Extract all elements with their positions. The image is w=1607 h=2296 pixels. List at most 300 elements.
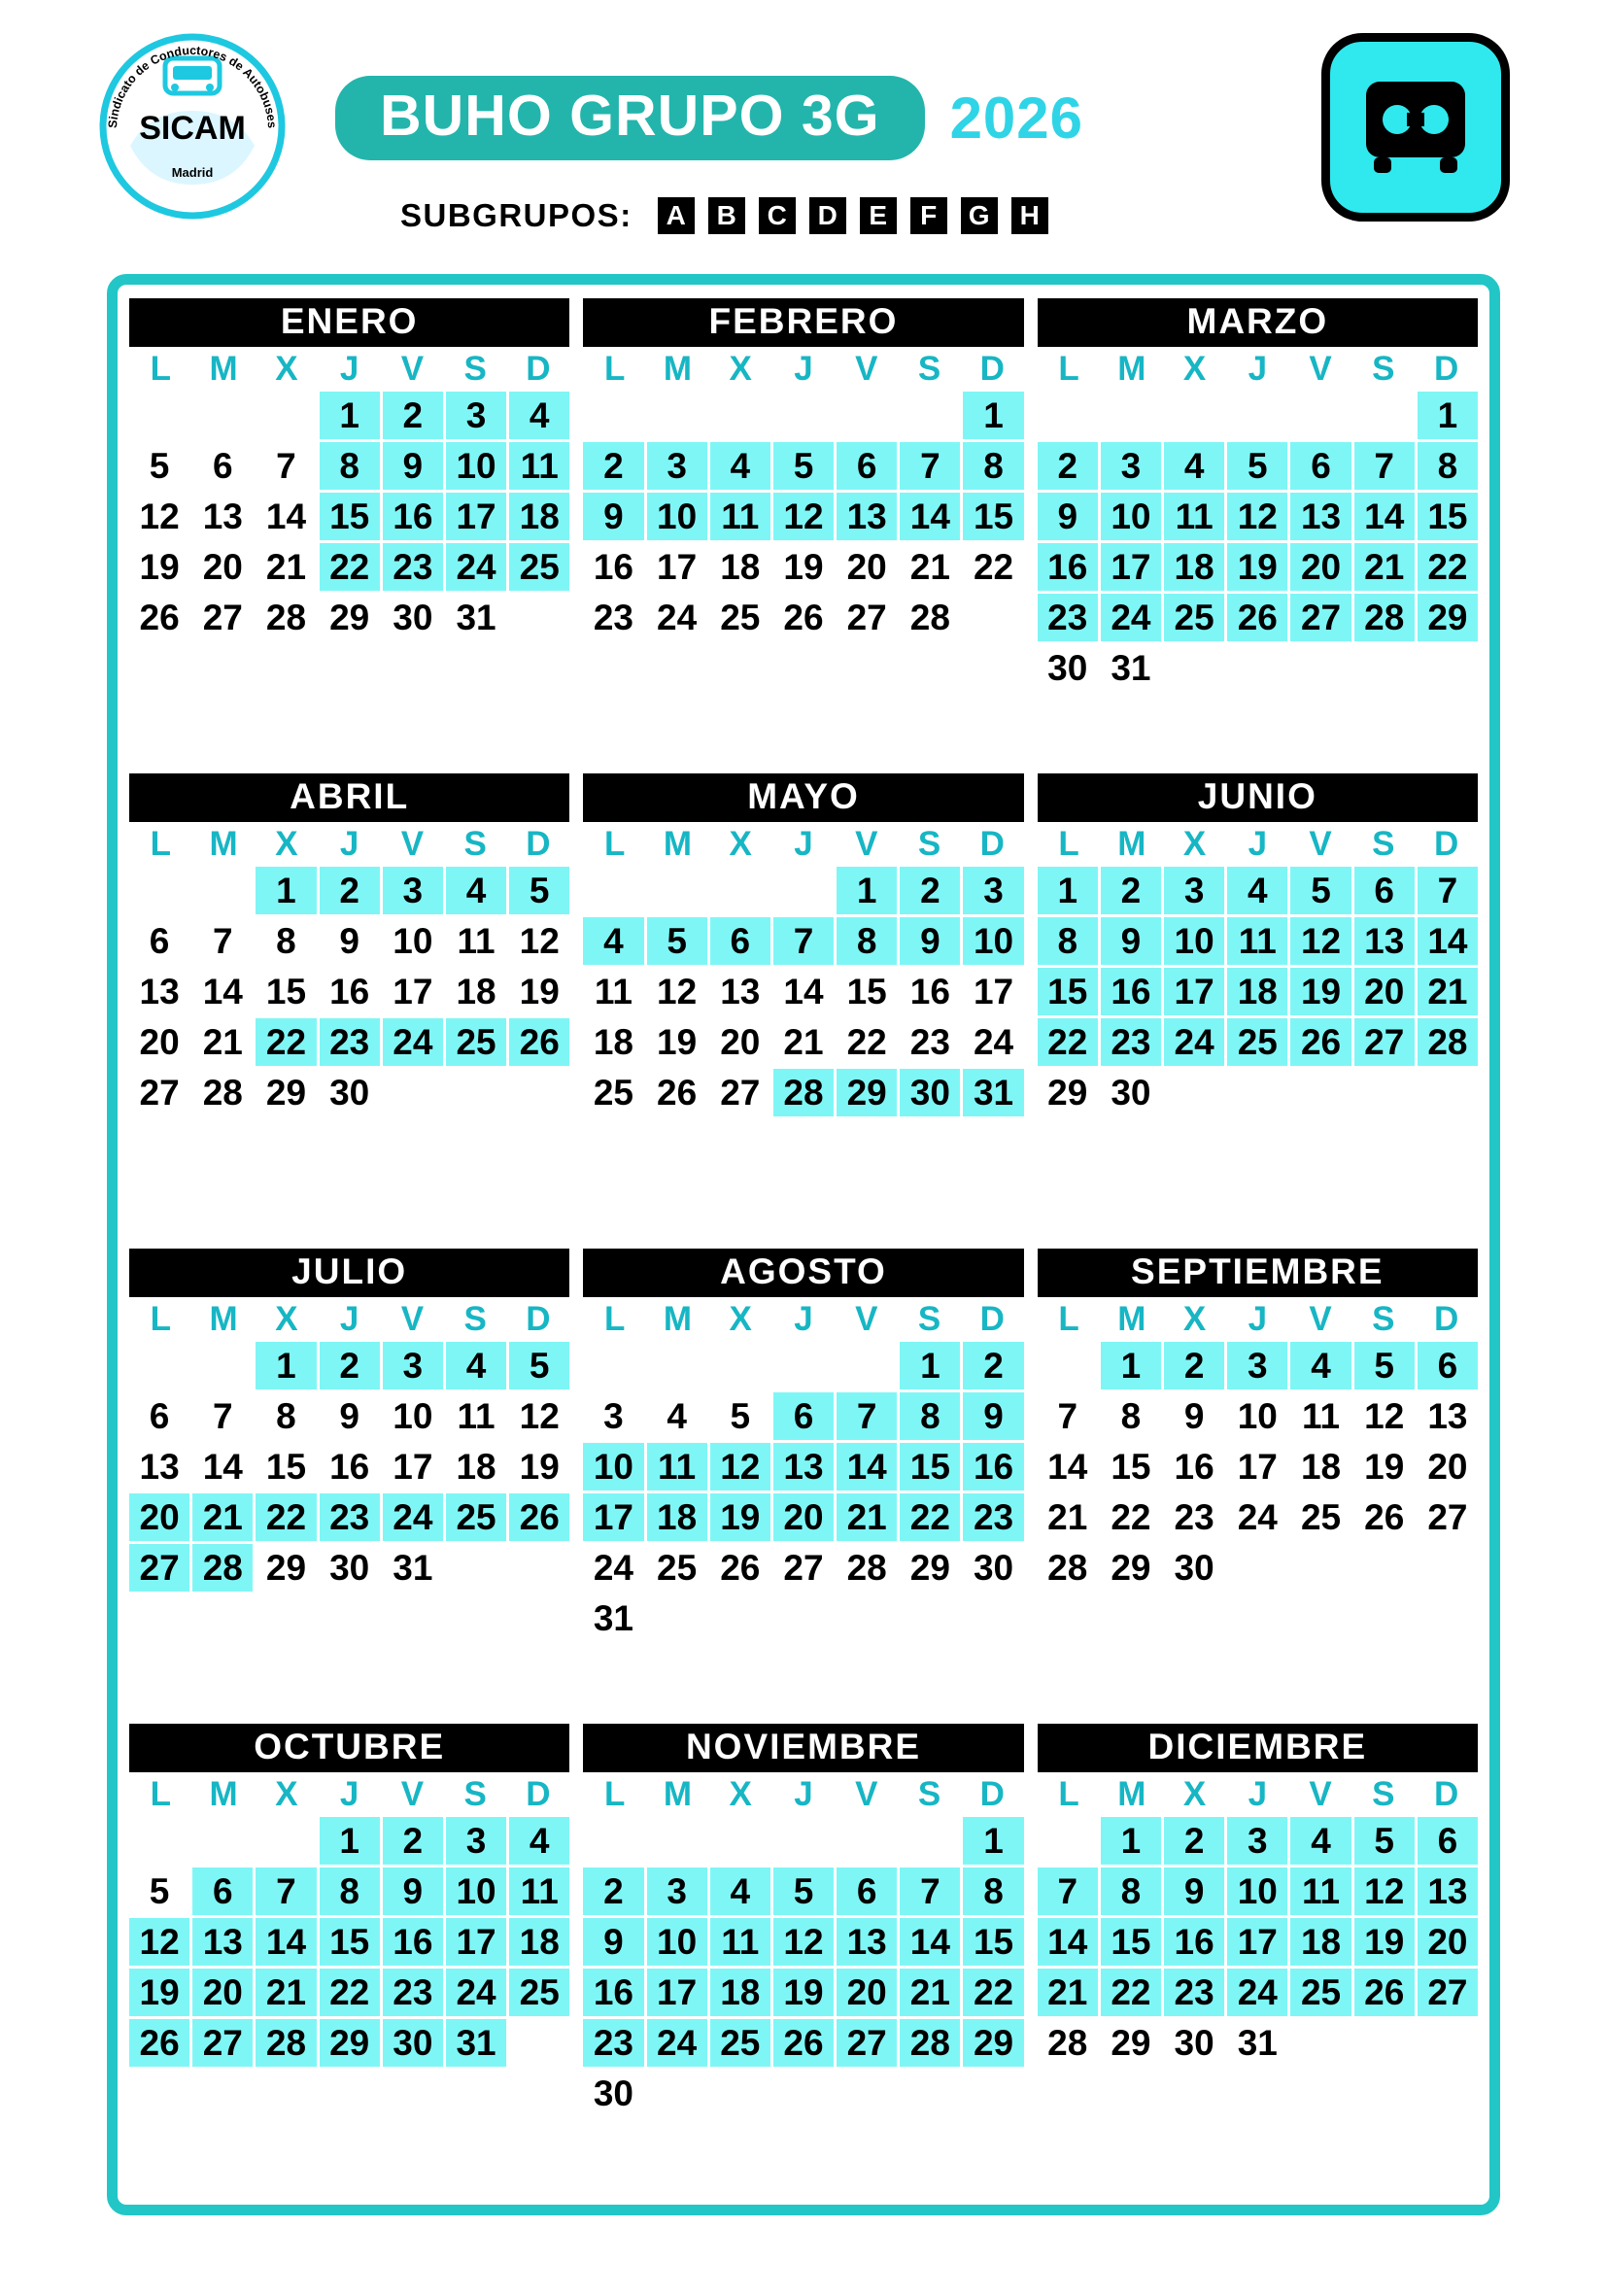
- weekday-label: M: [1117, 1300, 1146, 1338]
- weekday-label: L: [604, 350, 626, 388]
- day-cell: 18: [710, 543, 770, 591]
- day-cell: 26: [773, 594, 834, 641]
- page-header: [0, 0, 1607, 257]
- day-cell: 26: [1290, 1018, 1351, 1066]
- day-cell: 25: [1290, 1969, 1351, 2016]
- day-cell: 2: [583, 1868, 643, 1915]
- day-cell: 17: [647, 543, 707, 591]
- day-cell: 19: [1354, 1443, 1415, 1491]
- day-cell: 5: [1354, 1817, 1415, 1865]
- day-cell-empty: [256, 392, 316, 439]
- day-cell-empty: [837, 1594, 897, 1642]
- day-cell: 29: [1038, 1069, 1098, 1116]
- day-cell: 10: [583, 1443, 643, 1491]
- day-cell-empty: [1290, 392, 1351, 439]
- weekday-label: M: [663, 1300, 693, 1338]
- day-cell: 23: [583, 2019, 643, 2067]
- day-cell: 21: [900, 543, 960, 591]
- day-cell: 12: [129, 493, 189, 540]
- weekday-label: V: [400, 1775, 425, 1813]
- day-cell: 10: [383, 1392, 443, 1440]
- day-cell: 11: [1164, 493, 1224, 540]
- day-cell-empty: [710, 392, 770, 439]
- day-cell: 22: [256, 1018, 316, 1066]
- day-cell: 11: [583, 968, 643, 1015]
- weekday-label: D: [979, 1775, 1005, 1813]
- day-cell-empty: [710, 867, 770, 914]
- day-cell: 20: [192, 543, 253, 591]
- svg-text:SICAM: SICAM: [139, 110, 246, 147]
- day-cell: 1: [256, 1342, 316, 1389]
- day-cell: 1: [256, 867, 316, 914]
- day-cell: 22: [320, 543, 380, 591]
- day-cell: 9: [583, 1918, 643, 1966]
- day-cell: 25: [509, 1969, 569, 2016]
- day-cell: 10: [1164, 917, 1224, 965]
- day-cell: 29: [963, 2019, 1023, 2067]
- day-cell-empty: [583, 392, 643, 439]
- day-grid: [583, 1817, 1023, 2117]
- day-cell: 19: [509, 968, 569, 1015]
- day-cell: 29: [837, 1069, 897, 1116]
- day-cell: 5: [647, 917, 707, 965]
- day-grid: [1038, 1817, 1478, 2067]
- subgroup-badge-d: D: [809, 197, 846, 234]
- day-cell: 18: [647, 1493, 707, 1541]
- day-cell: 2: [383, 1817, 443, 1865]
- day-cell-empty: [647, 1342, 707, 1389]
- day-cell: 30: [963, 1544, 1023, 1592]
- day-cell-empty: [710, 1594, 770, 1642]
- day-cell-empty: [1418, 1069, 1478, 1116]
- day-cell-empty: [1227, 1069, 1287, 1116]
- day-cell: 15: [963, 493, 1023, 540]
- day-grid: [129, 392, 569, 641]
- day-cell: 25: [1290, 1493, 1351, 1541]
- day-cell: 26: [509, 1493, 569, 1541]
- month-block: [129, 773, 569, 1243]
- weekday-label: D: [979, 825, 1005, 863]
- day-cell: 24: [583, 1544, 643, 1592]
- day-cell: 21: [900, 1969, 960, 2016]
- day-cell-empty: [1101, 392, 1161, 439]
- day-cell: 6: [1354, 867, 1415, 914]
- day-cell: 8: [963, 1868, 1023, 1915]
- day-cell: 24: [647, 2019, 707, 2067]
- day-cell: 22: [256, 1493, 316, 1541]
- day-cell: 27: [129, 1069, 189, 1116]
- day-cell: 3: [963, 867, 1023, 914]
- day-cell: 14: [900, 493, 960, 540]
- day-cell: 30: [1164, 2019, 1224, 2067]
- day-cell: 10: [647, 493, 707, 540]
- day-cell: 6: [837, 442, 897, 490]
- day-cell: 23: [1164, 1493, 1224, 1541]
- day-cell: 13: [1290, 493, 1351, 540]
- weekday-label: M: [663, 825, 693, 863]
- weekday-header: [583, 1301, 1023, 1339]
- day-cell: 10: [647, 1918, 707, 1966]
- day-cell: 25: [446, 1493, 506, 1541]
- day-cell-empty: [837, 1817, 897, 1865]
- day-cell: 17: [1164, 968, 1224, 1015]
- day-cell: 23: [900, 1018, 960, 1066]
- day-cell: 28: [256, 594, 316, 641]
- day-cell: 30: [900, 1069, 960, 1116]
- day-grid: [1038, 392, 1478, 692]
- day-cell: 17: [383, 1443, 443, 1491]
- subgroups-label: SUBGRUPOS:: [400, 197, 633, 233]
- day-cell: 9: [963, 1392, 1023, 1440]
- day-cell: 3: [1227, 1342, 1287, 1389]
- weekday-label: S: [1372, 825, 1395, 863]
- day-cell: 17: [383, 968, 443, 1015]
- day-cell: 28: [1038, 1544, 1098, 1592]
- day-cell: 11: [1290, 1868, 1351, 1915]
- day-cell: 29: [900, 1544, 960, 1592]
- subgroup-badge-e: E: [860, 197, 897, 234]
- day-grid: [1038, 1342, 1478, 1592]
- day-cell-empty: [192, 867, 253, 914]
- day-cell: 31: [383, 1544, 443, 1592]
- weekday-label: L: [604, 825, 626, 863]
- day-cell-empty: [1290, 1069, 1351, 1116]
- day-cell: 18: [1164, 543, 1224, 591]
- day-cell: 2: [383, 392, 443, 439]
- day-cell: 17: [963, 968, 1023, 1015]
- day-cell: 3: [1164, 867, 1224, 914]
- day-cell: 11: [647, 1443, 707, 1491]
- month-name: MAYO: [583, 773, 1023, 822]
- month-block: [1038, 773, 1478, 1243]
- day-cell: 15: [1101, 1918, 1161, 1966]
- day-cell: 18: [509, 493, 569, 540]
- weekday-label: V: [855, 1300, 878, 1338]
- weekday-header: [129, 826, 569, 864]
- day-cell-empty: [963, 594, 1023, 641]
- day-cell: 21: [773, 1018, 834, 1066]
- day-cell: 27: [1290, 594, 1351, 641]
- day-cell: 12: [647, 968, 707, 1015]
- day-cell-empty: [773, 392, 834, 439]
- day-cell: 16: [1038, 543, 1098, 591]
- day-cell: 1: [963, 392, 1023, 439]
- year-label: 2026: [949, 85, 1084, 151]
- day-cell: 29: [320, 2019, 380, 2067]
- day-cell: 2: [1101, 867, 1161, 914]
- day-cell: 20: [1354, 968, 1415, 1015]
- day-cell: 12: [773, 493, 834, 540]
- day-cell: 12: [1354, 1392, 1415, 1440]
- weekday-label: D: [979, 1300, 1005, 1338]
- day-cell-empty: [773, 1342, 834, 1389]
- day-cell: 13: [129, 1443, 189, 1491]
- day-cell: 9: [320, 1392, 380, 1440]
- day-cell: 8: [256, 917, 316, 965]
- day-cell: 18: [446, 1443, 506, 1491]
- day-cell: 29: [1101, 1544, 1161, 1592]
- day-cell-empty: [773, 1817, 834, 1865]
- day-cell: 5: [509, 1342, 569, 1389]
- months-grid: [129, 298, 1478, 2193]
- day-cell: 9: [1164, 1868, 1224, 1915]
- day-cell: 6: [1290, 442, 1351, 490]
- day-cell: 7: [900, 1868, 960, 1915]
- month-block: [129, 298, 569, 768]
- weekday-label: X: [275, 1300, 298, 1338]
- day-cell: 31: [583, 1594, 643, 1642]
- day-cell-empty: [837, 2070, 897, 2117]
- day-cell: 22: [837, 1018, 897, 1066]
- month-name: JUNIO: [1038, 773, 1478, 822]
- day-cell: 11: [446, 1392, 506, 1440]
- day-cell: 20: [1418, 1918, 1478, 1966]
- day-cell: 28: [1038, 2019, 1098, 2067]
- weekday-label: S: [1372, 1300, 1395, 1338]
- day-cell: 24: [647, 594, 707, 641]
- day-cell: 20: [129, 1018, 189, 1066]
- weekday-label: X: [275, 1775, 298, 1813]
- day-cell-empty: [1164, 644, 1224, 692]
- day-cell: 8: [1038, 917, 1098, 965]
- weekday-label: V: [400, 825, 425, 863]
- day-cell: 9: [320, 917, 380, 965]
- day-cell: 6: [129, 1392, 189, 1440]
- calendar-frame: [107, 274, 1500, 2215]
- weekday-label: S: [1372, 1775, 1395, 1813]
- day-cell: 2: [320, 1342, 380, 1389]
- day-cell: 6: [773, 1392, 834, 1440]
- day-cell-empty: [1227, 644, 1287, 692]
- weekday-label: M: [209, 350, 238, 388]
- weekday-label: J: [339, 1300, 359, 1338]
- day-cell: 7: [773, 917, 834, 965]
- day-cell: 1: [1038, 867, 1098, 914]
- day-cell: 31: [1101, 644, 1161, 692]
- day-cell-empty: [129, 1342, 189, 1389]
- day-cell: 14: [1038, 1918, 1098, 1966]
- day-cell: 30: [1164, 1544, 1224, 1592]
- weekday-label: L: [150, 350, 172, 388]
- day-cell: 15: [837, 968, 897, 1015]
- day-cell: 1: [963, 1817, 1023, 1865]
- weekday-label: X: [275, 350, 298, 388]
- day-cell: 14: [837, 1443, 897, 1491]
- day-cell: 4: [583, 917, 643, 965]
- weekday-label: L: [1058, 1775, 1079, 1813]
- day-cell: 17: [1101, 543, 1161, 591]
- day-cell: 20: [773, 1493, 834, 1541]
- day-cell: 25: [647, 1544, 707, 1592]
- day-grid: [583, 392, 1023, 641]
- day-cell: 4: [1290, 1342, 1351, 1389]
- day-cell: 20: [1418, 1443, 1478, 1491]
- day-cell-empty: [1354, 392, 1415, 439]
- day-grid: [129, 1817, 569, 2067]
- day-cell: 8: [1101, 1392, 1161, 1440]
- day-cell: 29: [256, 1544, 316, 1592]
- subgroup-badge-h: H: [1011, 197, 1048, 234]
- day-cell: 1: [900, 1342, 960, 1389]
- day-cell-empty: [1038, 1342, 1098, 1389]
- day-cell: 10: [383, 917, 443, 965]
- weekday-header: [583, 1776, 1023, 1814]
- day-cell: 13: [129, 968, 189, 1015]
- day-cell: 16: [963, 1443, 1023, 1491]
- day-cell: 16: [320, 1443, 380, 1491]
- day-cell: 30: [383, 594, 443, 641]
- day-cell: 22: [900, 1493, 960, 1541]
- day-cell-empty: [583, 1817, 643, 1865]
- day-cell: 5: [1227, 442, 1287, 490]
- day-cell: 30: [583, 2070, 643, 2117]
- day-cell-empty: [1354, 1544, 1415, 1592]
- day-cell: 26: [710, 1544, 770, 1592]
- day-cell: 5: [773, 442, 834, 490]
- day-cell: 23: [1038, 594, 1098, 641]
- day-cell: 13: [710, 968, 770, 1015]
- day-cell-empty: [583, 867, 643, 914]
- day-cell: 20: [710, 1018, 770, 1066]
- weekday-label: V: [1309, 825, 1332, 863]
- day-cell: 14: [773, 968, 834, 1015]
- weekday-header: [129, 1776, 569, 1814]
- weekday-label: V: [1309, 1300, 1332, 1338]
- day-cell: 24: [446, 1969, 506, 2016]
- subgroup-badge-b: B: [708, 197, 745, 234]
- weekday-label: X: [1182, 350, 1207, 388]
- day-cell: 7: [1038, 1392, 1098, 1440]
- day-cell: 24: [446, 543, 506, 591]
- day-cell: 16: [383, 1918, 443, 1966]
- day-cell-empty: [129, 867, 189, 914]
- month-block: [129, 1724, 569, 2193]
- day-cell-empty: [773, 867, 834, 914]
- weekday-label: V: [1309, 1775, 1332, 1813]
- day-cell: 6: [1418, 1817, 1478, 1865]
- day-cell: 19: [1354, 1918, 1415, 1966]
- day-cell: 10: [446, 442, 506, 490]
- day-cell: 28: [900, 2019, 960, 2067]
- day-cell: 5: [710, 1392, 770, 1440]
- day-cell: 27: [837, 2019, 897, 2067]
- weekday-label: S: [463, 1775, 487, 1813]
- weekday-label: J: [339, 825, 359, 863]
- day-cell: 30: [383, 2019, 443, 2067]
- day-cell: 15: [320, 493, 380, 540]
- day-cell: 17: [583, 1493, 643, 1541]
- subgroup-badge-g: G: [961, 197, 998, 234]
- day-cell-empty: [1227, 1544, 1287, 1592]
- day-cell: 4: [710, 442, 770, 490]
- day-cell: 17: [446, 1918, 506, 1966]
- day-cell: 21: [256, 1969, 316, 2016]
- weekday-label: M: [1117, 825, 1146, 863]
- day-grid: [583, 1342, 1023, 1642]
- day-cell: 28: [256, 2019, 316, 2067]
- day-cell: 28: [1418, 1018, 1478, 1066]
- day-cell-empty: [583, 1342, 643, 1389]
- day-cell: 2: [1164, 1817, 1224, 1865]
- day-grid: [129, 1342, 569, 1592]
- day-cell: 7: [256, 442, 316, 490]
- day-cell: 6: [192, 1868, 253, 1915]
- day-cell-empty: [963, 1594, 1023, 1642]
- day-cell: 20: [129, 1493, 189, 1541]
- day-cell: 18: [583, 1018, 643, 1066]
- weekday-label: L: [604, 1300, 626, 1338]
- day-cell: 7: [256, 1868, 316, 1915]
- day-cell: 8: [1101, 1868, 1161, 1915]
- day-cell: 30: [320, 1069, 380, 1116]
- day-cell: 24: [383, 1018, 443, 1066]
- day-cell: 13: [192, 493, 253, 540]
- day-cell: 17: [1227, 1918, 1287, 1966]
- weekday-label: X: [1182, 1300, 1207, 1338]
- day-cell-empty: [773, 2070, 834, 2117]
- month-block: [583, 298, 1023, 768]
- weekday-label: J: [1248, 825, 1268, 863]
- day-cell: 2: [1038, 442, 1098, 490]
- day-cell: 29: [1418, 594, 1478, 641]
- day-cell: 16: [900, 968, 960, 1015]
- day-cell: 22: [1101, 1969, 1161, 2016]
- day-cell: 21: [192, 1493, 253, 1541]
- day-cell: 20: [192, 1969, 253, 2016]
- day-cell: 5: [773, 1868, 834, 1915]
- day-cell: 19: [773, 1969, 834, 2016]
- day-cell-empty: [837, 392, 897, 439]
- day-cell-empty: [509, 1544, 569, 1592]
- day-cell: 4: [710, 1868, 770, 1915]
- weekday-label: S: [1372, 350, 1395, 388]
- weekday-label: L: [1058, 350, 1079, 388]
- weekday-label: D: [1433, 1775, 1459, 1813]
- day-cell-empty: [647, 867, 707, 914]
- day-cell: 15: [963, 1918, 1023, 1966]
- day-cell: 29: [320, 594, 380, 641]
- day-cell: 1: [1101, 1342, 1161, 1389]
- day-cell: 24: [383, 1493, 443, 1541]
- day-cell: 28: [900, 594, 960, 641]
- day-cell: 15: [1418, 493, 1478, 540]
- day-cell-empty: [509, 1069, 569, 1116]
- weekday-label: J: [794, 1775, 813, 1813]
- weekday-label: S: [917, 1300, 941, 1338]
- day-cell: 4: [509, 1817, 569, 1865]
- day-cell-empty: [129, 1817, 189, 1865]
- day-cell: 7: [1038, 1868, 1098, 1915]
- day-cell-empty: [1354, 1069, 1415, 1116]
- day-cell: 5: [509, 867, 569, 914]
- day-cell: 10: [1227, 1392, 1287, 1440]
- day-cell: 3: [1101, 442, 1161, 490]
- day-cell: 8: [320, 442, 380, 490]
- day-cell: 25: [710, 594, 770, 641]
- day-cell-empty: [1164, 1069, 1224, 1116]
- subgroup-badge-f: F: [910, 197, 947, 234]
- day-cell: 26: [129, 2019, 189, 2067]
- day-cell: 14: [1354, 493, 1415, 540]
- weekday-label: X: [729, 1775, 752, 1813]
- day-cell: 3: [1227, 1817, 1287, 1865]
- weekday-label: X: [729, 825, 752, 863]
- day-cell: 31: [446, 594, 506, 641]
- weekday-label: X: [275, 825, 298, 863]
- day-cell: 30: [320, 1544, 380, 1592]
- day-cell: 8: [256, 1392, 316, 1440]
- day-cell: 7: [192, 1392, 253, 1440]
